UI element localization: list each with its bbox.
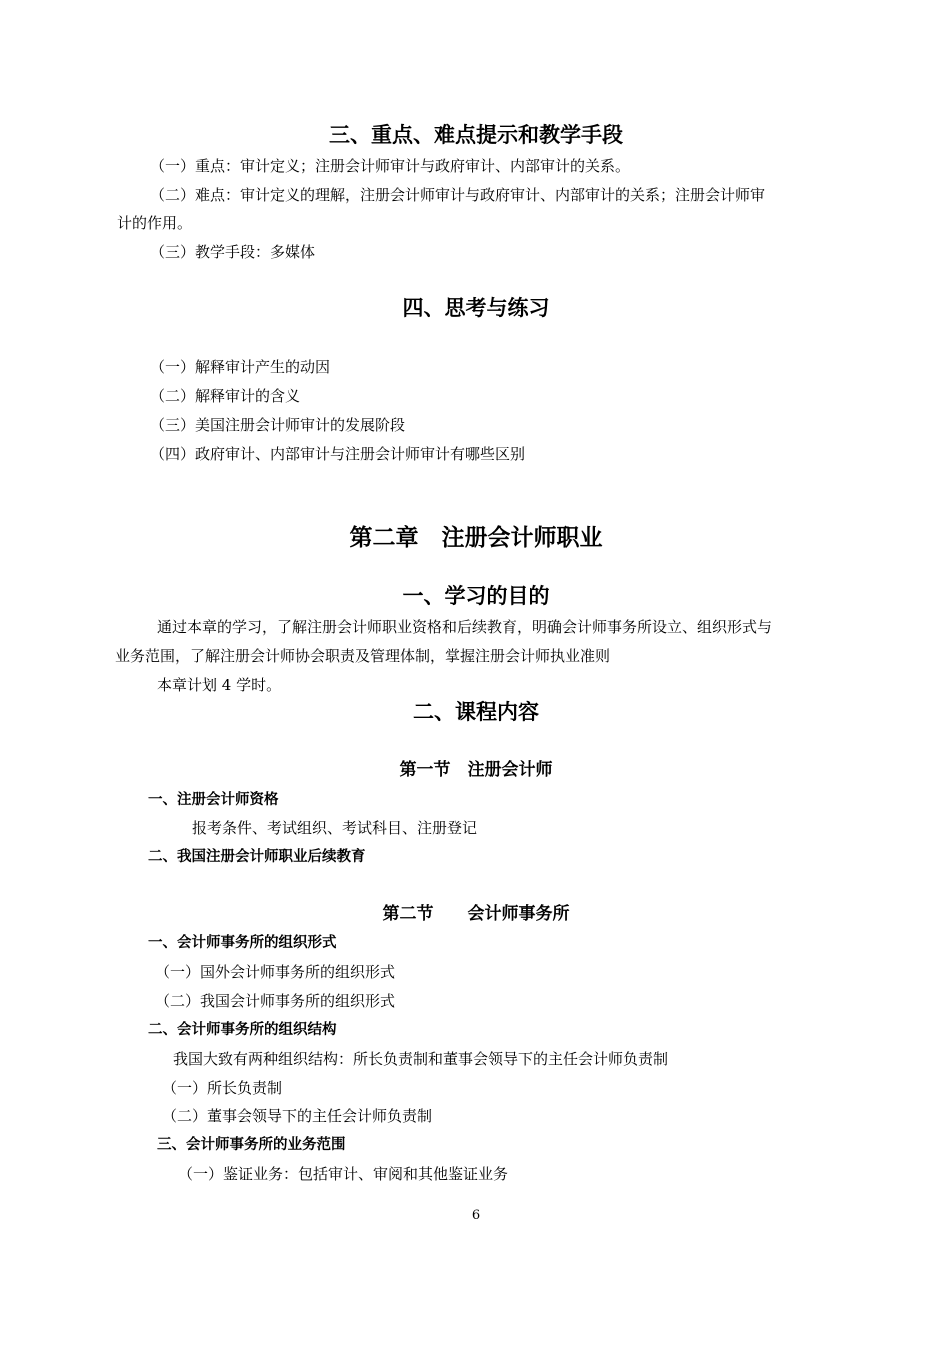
outline-subitem: （一）鉴证业务：包括审计、审阅和其他鉴证业务 bbox=[178, 1165, 509, 1183]
outline-subitem: （一）国外会计师事务所的组织形式 bbox=[155, 963, 396, 981]
outline-heading: 三、会计师事务所的业务范围 bbox=[157, 1137, 346, 1153]
page-number: 6 bbox=[471, 1208, 481, 1223]
exercise-item: （二）解释审计的含义 bbox=[150, 387, 301, 405]
outline-subitem: （二）董事会领导下的主任会计师负责制 bbox=[162, 1107, 433, 1125]
learning-goal-line1: 通过本章的学习，了解注册会计师职业资格和后续教育，明确会计师事务所设立、组织形式与 bbox=[157, 618, 773, 636]
outline-heading: 二、会计师事务所的组织结构 bbox=[148, 1022, 337, 1038]
outline-detail: 我国大致有两种组织结构：所长负责制和董事会领导下的主任会计师负责制 bbox=[173, 1050, 669, 1068]
key-points-focus: （一）重点：审计定义；注册会计师审计与政府审计、内部审计的关系。 bbox=[150, 157, 631, 175]
section-heading-key-points: 三、重点、难点提示和教学手段 bbox=[329, 123, 623, 147]
section-heading-exercises: 四、思考与练习 bbox=[402, 296, 550, 320]
outline-heading: 二、我国注册会计师职业后续教育 bbox=[148, 849, 366, 865]
planned-hours: 本章计划 4 学时。 bbox=[157, 676, 282, 694]
outline-subitem: （二）我国会计师事务所的组织形式 bbox=[155, 992, 396, 1010]
learning-goal-line2: 业务范围，了解注册会计师协会职责及管理体制，掌握注册会计师执业准则 bbox=[115, 647, 611, 665]
outline-heading: 一、注册会计师资格 bbox=[148, 792, 279, 808]
key-points-difficulty-line1: （二）难点：审计定义的理解，注册会计师审计与政府审计、内部审计的关系；注册会计师审 bbox=[150, 186, 766, 204]
exercise-item: （四）政府审计、内部审计与注册会计师审计有哪些区别 bbox=[150, 445, 526, 463]
subsection-title-firm: 第二节 会计师事务所 bbox=[382, 904, 570, 924]
key-points-difficulty-line2: 计的作用。 bbox=[117, 214, 193, 232]
outline-heading: 一、会计师事务所的组织形式 bbox=[148, 935, 337, 951]
key-points-teaching-means: （三）教学手段：多媒体 bbox=[150, 243, 316, 261]
outline-subitem: （一）所长负责制 bbox=[162, 1079, 283, 1097]
exercise-item: （三）美国注册会计师审计的发展阶段 bbox=[150, 416, 406, 434]
exercise-item: （一）解释审计产生的动因 bbox=[150, 358, 331, 376]
section-heading-learning-goal: 一、学习的目的 bbox=[402, 584, 550, 608]
section-heading-course-content: 二、课程内容 bbox=[413, 700, 539, 724]
outline-detail: 报考条件、考试组织、考试科目、注册登记 bbox=[192, 819, 478, 837]
subsection-title-cpa: 第一节 注册会计师 bbox=[399, 760, 553, 780]
chapter-title: 第二章 注册会计师职业 bbox=[349, 525, 603, 551]
